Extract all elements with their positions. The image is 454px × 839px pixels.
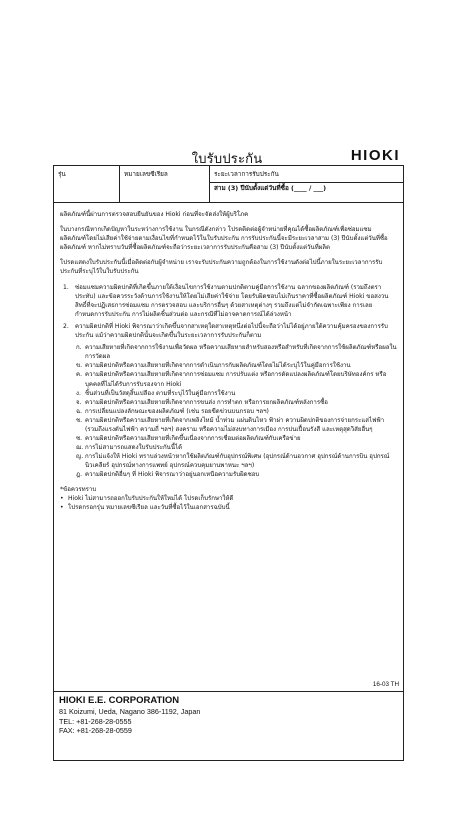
- hioki-logo: HIOKI: [350, 147, 400, 164]
- exclusion-key: ฉ.: [76, 407, 83, 415]
- intro-paragraph: ในบางกรณีหากเกิดปัญหาในระหว่างการใช้งาน ในกรณีดังกล่าว โปรดติดต่อผู้จำหน่ายที่คุณได้ซื้อผลิตภัณฑ์เพื่อซ่อมแซมผลิตภัณฑ์โดยไม่เสียค่าใช้จ่ายตามเงื่อนไขที่กำหนดไว้ในใบรับประกัน การรับประกันนี้จะมีระยะเวลาสาม (3) ปีนับตั้งแต่วันที่ซื้อผลิตภัณฑ์ หากไม่ทราบวันที่ซื้อผลิตภัณฑ์จะถือว่าระยะเวลาการรับประกันคือสาม (3) ปีนับตั้งแต่วันที่ผลิต: [60, 226, 388, 252]
- exclusion-key: ฌ.: [76, 444, 84, 452]
- company-tel: TEL: +81-268-28-0555: [59, 716, 132, 726]
- exclusion-item: [76, 434, 397, 443]
- model-cell: [54, 166, 120, 202]
- serial-label: หมายเลขซีเรียล: [124, 170, 168, 178]
- period-label: ระยะเวลาการรับประกัน: [210, 169, 403, 183]
- condition-text: ซ่อมแซมความผิดปกติที่เกิดขึ้นภายใต้เงื่อนไขการใช้งานตามปกติตามคู่มือการใช้งาน ฉลากของผลิตภัณฑ์ (รวมถึงตราประทับ) และข้อควรระวังด้านการใช้งานให้โดยไม่เสียค่าใช้จ่าย โดยรับผิดชอบไม่เกินราคาที่ซื้อผลิตภัณฑ์ Hioki ขอสงวนสิทธิ์ที่จะปฏิเสธการซ่อมแซม การตรวจสอบ และบริการอื่นๆ ด้วยสาเหตุต่างๆ รวมถึงแต่ไม่จำกัดเฉพาะเพียง การเลยกำหนดการรับประกัน การไม่ผลิตชิ้นส่วนต่อ และกรณีที่ไม่อาจคาดการณ์ได้ล่วงหน้า: [75, 283, 389, 318]
- notes-heading: *ข้อควรทราบ: [60, 485, 97, 493]
- exclusion-key: ฎ.: [76, 471, 83, 479]
- exclusion-item: [76, 361, 397, 370]
- serial-cell: [120, 166, 210, 202]
- exclusion-item: [76, 398, 397, 407]
- exclusion-key: ซ.: [76, 435, 83, 443]
- exclusion-text: ความผิดปกติหรือความเสียหายที่เกิดจากการขนส่ง การทำตก หรือการยกผลิตภัณฑ์หลังการซื้อ: [85, 398, 328, 406]
- exclusion-key: ข.: [76, 362, 83, 370]
- exclusion-item: [76, 407, 397, 416]
- exclusion-text: ความผิดปกติหรือความเสียหายที่เกิดจากการดำเนินการกับผลิตภัณฑ์โดยไม่ได้ระบุไว้ในคู่มือการใช้งาน: [85, 362, 351, 370]
- condition-item: [60, 322, 397, 340]
- note-bullet: [60, 503, 397, 512]
- exclusion-text: การเปลี่ยนแปลงลักษณะของผลิตภัณฑ์ (เช่น รอยขีดข่วนบนกรอบ ฯลฯ): [85, 407, 269, 415]
- warranty-body: [60, 210, 397, 512]
- bullet-dot-icon: •: [60, 494, 64, 502]
- document-code: 16-03 TH: [372, 681, 399, 688]
- exclusion-text: ความเสียหายที่เกิดจากการใช้งานเพื่อวัดผล หรือความเสียหายสำหรับสองหรือสำหรับที่เกิดจากการใช้ผลิตภัณฑ์หรือผลในการวัดผล: [85, 344, 397, 361]
- exclusion-item: [76, 443, 397, 452]
- exclusion-text: การไม่แจ้งให้ Hioki ทราบล่วงหน้าหากใช้ผลิตภัณฑ์กับอุปกรณ์พิเศษ (อุปกรณ์ด้านอวกาศ อุปกรณ์ด้านการบิน อุปกรณ์นิวเคลียร์ อุปกรณ์ทางการแพทย์ อุปกรณ์ควบคุมยานพาหนะ ฯลฯ): [85, 453, 390, 470]
- exclusion-key: ญ.: [76, 453, 84, 461]
- period-value: สาม (3) ปีนับตั้งแต่วันที่ซื้อ (____ / ___): [214, 184, 327, 192]
- header-row: [54, 166, 403, 203]
- conditions-list: [60, 283, 397, 480]
- note-text: Hioki ไม่สามารถออกใบรับประกันให้ใหม่ได้ โปรดเก็บรักษาให้ดี: [68, 494, 234, 502]
- condition-number: 2.: [63, 322, 69, 330]
- exclusion-key: ก.: [76, 344, 82, 352]
- company-address: 81 Koizumi, Ueda, Nagano 386-1192, Japan: [59, 707, 201, 716]
- exclusions-list: [76, 343, 397, 479]
- intro-paragraph: โปรดแสดงใบรับประกันนี้เมื่อติดต่อกับผู้จำหน่าย เราจะรับประกันความถูกต้องในการใช้งานดังต่อไปนี้ภายในระยะเวลาการรับประกันที่ระบุไว้ในใบรับประกัน: [60, 259, 383, 276]
- exclusion-text: การไม่สามารถแสดงใบรับประกันนี้ได้: [85, 444, 183, 452]
- company-block: [59, 695, 200, 736]
- model-label: รุ่น: [58, 170, 66, 178]
- exclusion-item: [76, 452, 397, 470]
- exclusion-text: ความผิดปกติหรือความเสียหายที่เกิดจากเพลิงไหม้ น้ำท่วม แผ่นดินไหว ฟ้าผ่า ความผิดปกติของการจ่ายกระแสไฟฟ้า (รวมถึงแรงดันไฟฟ้า ความถี่ ฯลฯ) สงคราม หรือความไม่สงบทางการเมือง การปนเปื้อนรังสี และเหตุสุดวิสัยอื่นๆ: [85, 416, 385, 433]
- company-name: HIOKI E.E. CORPORATION: [59, 695, 180, 706]
- exclusion-key: ง.: [76, 389, 81, 397]
- exclusion-item: [76, 370, 397, 388]
- exclusion-text: ความผิดปกติหรือความเสียหายที่เกิดขึ้นเนื่องจากการเชื่อมต่อผลิตภัณฑ์กับเครือข่าย: [85, 435, 301, 443]
- company-fax: FAX: +81-268-28-0559: [59, 726, 132, 736]
- exclusion-item: [76, 470, 397, 479]
- condition-item: [60, 283, 397, 319]
- condition-number: 1.: [63, 283, 69, 291]
- intro-paragraph: ผลิตภัณฑ์นี้ผ่านการตรวจสอบยืนยันของ Hioki ก่อนที่จะจัดส่งให้ผู้บริโภค: [60, 211, 249, 218]
- exclusion-text: ความผิดปกติอื่นๆ ที่ Hioki พิจารณาว่าอยู่นอกเหนือความรับผิดชอบ: [85, 471, 260, 479]
- exclusion-text: ชิ้นส่วนที่เป็นวัสดุสิ้นเปลือง ตามที่ระบุไว้ในคู่มือการใช้งาน: [85, 389, 236, 397]
- exclusion-key: ช.: [76, 416, 83, 424]
- page-title: ใบรับประกัน: [191, 152, 263, 167]
- exclusion-item: [76, 389, 397, 398]
- footer-divider: [54, 691, 403, 692]
- bullet-dot-icon: •: [60, 503, 64, 511]
- condition-text: ความผิดปกติที่ Hioki พิจารณาว่าเกิดขึ้นจากสาเหตุใดสาเหตุหนึ่งต่อไปนี้จะถือว่าไม่ได้อยู่ภายใต้ความคุ้มครองของการรับประกัน แม้ว่าความผิดปกตินั้นจะเกิดขึ้นในระยะเวลาการรับประกันก็ตาม: [75, 322, 388, 340]
- exclusion-item: [76, 416, 397, 434]
- exclusion-key: ค.: [76, 371, 83, 379]
- period-cell: [210, 166, 403, 202]
- note-text: โปรดกรอกรุ่น หมายเลขซีเรียล และวันที่ซื้อไว้ในเอกสารฉบับนี้: [68, 503, 230, 511]
- exclusion-key: จ.: [76, 398, 82, 406]
- exclusion-text: ความผิดปกติหรือความเสียหายที่เกิดจากการซ่อมแซม การปรับแต่ง หรือการดัดแปลงผลิตภัณฑ์โดยบริษัทองค์กร หรือบุคคลที่ไม่ได้รับการรับรองจาก Hioki: [85, 371, 387, 388]
- exclusion-item: [76, 343, 397, 361]
- warranty-card: [53, 165, 404, 761]
- note-bullet: [60, 494, 397, 503]
